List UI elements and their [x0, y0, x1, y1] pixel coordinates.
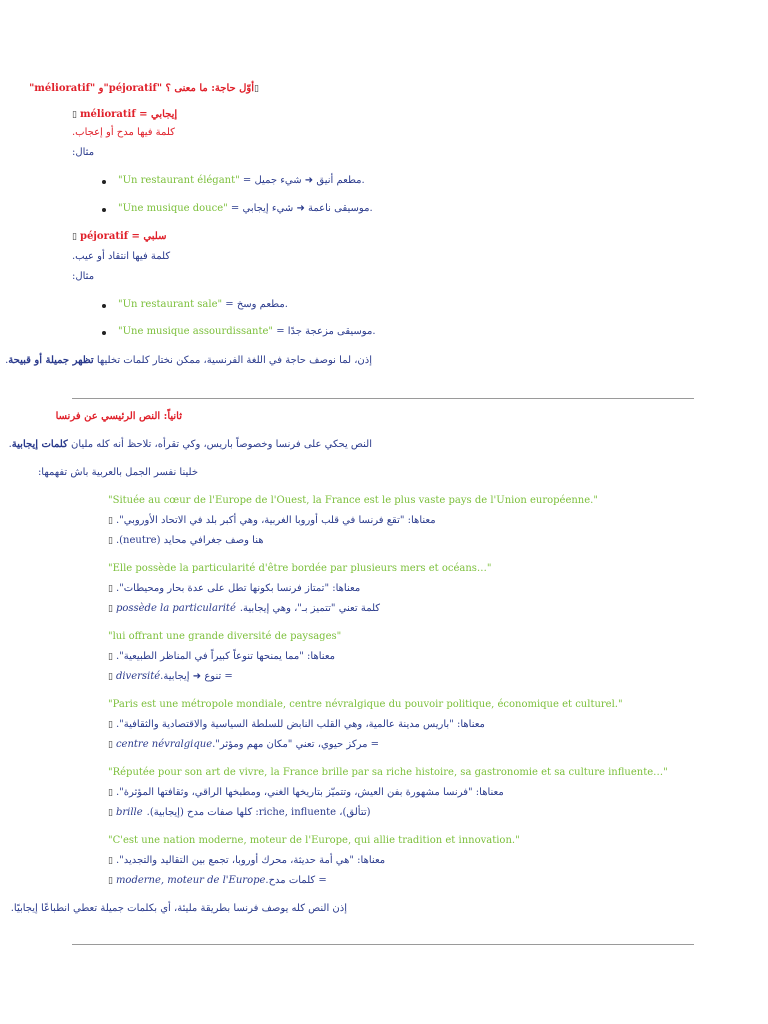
pejorative-definition: كلمة فيها انتقاد أو عيب. [72, 251, 171, 262]
pejorative-example-1 [118, 298, 288, 312]
pejorative-term: péjoratif [79, 231, 129, 242]
square-glyph: ▯ [108, 672, 113, 682]
example-french: "Une musique douce" [118, 203, 228, 214]
bullet [102, 180, 106, 184]
item-text: = تنوع ➜ إيجابية. [160, 671, 236, 682]
meliorative-definition: كلمة فيها مدح أو إعجاب. [72, 127, 175, 138]
bottom-divider [72, 944, 694, 945]
section2-intro-end: . [8, 439, 12, 450]
item-text: معناها: "باريس مدينة عالمية، وهي القلب النابض للسلطة السياسية والاقتصادية والثقافية". [115, 719, 485, 730]
square-glyph: ▯ [108, 808, 113, 818]
conclusion-end: . [5, 355, 9, 366]
item-line [108, 670, 236, 684]
square-glyph: ▯ [72, 232, 77, 242]
meliorative-heading [72, 108, 177, 122]
square-glyph: ▯ [254, 84, 259, 94]
item-line [108, 786, 504, 800]
square-glyph: ▯ [108, 584, 113, 594]
pejorative-example-2 [118, 325, 376, 339]
section2-closing: إذن النص كله يوصف فرنسا بطريقة مليئة، أي بكلمات جميلة تعطي انطباعًا إيجابيًا. [10, 903, 347, 914]
item-text: معناها: "تمتاز فرنسا بكونها تطل على عدة بحار ومحيطات". [115, 583, 361, 594]
bullet [102, 304, 106, 308]
item-text: = كلمات مدح. [265, 875, 330, 886]
square-glyph: ▯ [108, 876, 113, 886]
item-line [108, 718, 485, 732]
meliorative-example-1 [118, 174, 365, 188]
example-arabic: = مطعم أنيق ➜ شيء جميل. [239, 175, 365, 186]
item-line [108, 854, 385, 868]
square-glyph: ▯ [108, 604, 113, 614]
item-italic-term: centre névralgique [115, 739, 213, 750]
item-line [108, 738, 382, 752]
meliorative-meaning: إيجابي [150, 109, 178, 120]
square-glyph: ▯ [108, 788, 113, 798]
item-text: كلمة تعني "تتميز بـ"، وهي إيجابية. [239, 603, 381, 614]
pejorative-eq: = [128, 231, 144, 242]
item-text: معناها: "هي أمة حديثة، محرك أوروبا، تجمع بين التقاليد والتجديد". [115, 855, 386, 866]
item-quote: "Réputée pour son art de vivre, la France brille par sa riche histoire, sa gastronomie et sa culture influente…" [108, 767, 668, 778]
square-glyph: ▯ [108, 720, 113, 730]
square-glyph: ▯ [72, 110, 77, 120]
item-line [108, 650, 335, 664]
pejorative-heading [72, 230, 166, 244]
item-italic-term: diversité [115, 671, 161, 682]
example-arabic: = موسيقى مزعجة جدًا. [273, 326, 376, 337]
meliorative-example-label: مثال: [72, 147, 95, 158]
item-italic-term: brille [115, 807, 143, 818]
example-arabic: = موسيقى ناعمة ➜ شيء إيجابي. [227, 203, 373, 214]
question-terms: "mélioratif" و"péjoratif" ؟ [29, 83, 171, 94]
item-text: معناها: "تقع فرنسا في قلب أوروبا الغربية، وهي أكبر بلد في الاتحاد الأوروبي". [115, 515, 436, 526]
meliorative-term: mélioratif [79, 109, 136, 120]
bullet [102, 331, 106, 335]
item-quote: "Située au cœur de l'Europe de l'Ouest, la France est le plus vaste pays de l'Union européenne." [108, 495, 598, 506]
item-text: معناها: "فرنسا مشهورة بفن العيش، وتتميّز بتاريخها الغني، ومطبخها الراقي، وثقافتها المؤثرة". [115, 787, 504, 798]
item-text: (تتألق)، riche, influente: كلها صفات مدح (إيجابية). [146, 807, 371, 818]
square-glyph: ▯ [108, 856, 113, 866]
example-french: "Une musique assourdissante" [118, 326, 274, 337]
item-quote: "Elle possède la particularité d'être bordée par plusieurs mers et océans…" [108, 563, 492, 574]
item-line [108, 514, 436, 528]
question-prefix: أوّل حاجة: ما معنى [170, 83, 255, 94]
pejorative-example-label: مثال: [72, 271, 95, 282]
meliorative-eq: = [135, 109, 151, 120]
section-divider [72, 398, 694, 399]
square-glyph: ▯ [108, 536, 113, 546]
square-glyph: ▯ [108, 652, 113, 662]
item-line [108, 534, 264, 548]
section2-intro-plain: النص يحكي على فرنسا وخصوصاً باريس، وكي تقرأه، تلاحظ أنه كله مليان [67, 439, 372, 450]
item-text: معناها: "مما يمنحها تنوعاً كبيراً في المناظر الطبيعية". [115, 651, 335, 662]
item-text: هنا وصف جغرافي محايد (neutre). [115, 535, 264, 546]
example-french: "Un restaurant élégant" [118, 175, 240, 186]
item-line [108, 602, 380, 616]
section2-lead: خلينا نفسر الجمل بالعربية باش تفهمها: [37, 467, 198, 478]
intro-conclusion [5, 354, 372, 368]
example-french: "Un restaurant sale" [118, 299, 223, 310]
meliorative-example-2 [118, 202, 373, 216]
section2-intro-bold: كلمات إيجابية [11, 439, 68, 450]
item-line [108, 806, 371, 820]
question-heading [29, 82, 262, 96]
pejorative-meaning: سلبي [143, 231, 167, 242]
item-line [108, 582, 360, 596]
conclusion-bold: تظهر جميلة أو قبيحة [8, 355, 94, 366]
item-text: = مركز حيوي، تعني "مكان مهم ومؤثر". [212, 739, 383, 750]
item-italic-term: possède la particularité [115, 603, 236, 614]
square-glyph: ▯ [108, 740, 113, 750]
square-glyph: ▯ [108, 516, 113, 526]
example-arabic: = مطعم وسخ. [222, 299, 288, 310]
item-italic-term: moderne, moteur de l'Europe [115, 875, 266, 886]
section2-intro [8, 438, 372, 452]
item-quote: "lui offrant une grande diversité de paysages" [108, 631, 342, 642]
item-quote: "C'est une nation moderne, moteur de l'Europe, qui allie tradition et innovation." [108, 835, 520, 846]
bullet [102, 208, 106, 212]
item-line [108, 874, 330, 888]
section2-title: ثانياً: النص الرئيسي عن فرنسا [55, 411, 182, 422]
conclusion-plain: إذن، لما نوصف حاجة في اللغة الفرنسية، ممكن نختار كلمات تخليها [93, 355, 372, 366]
item-quote: "Paris est une métropole mondiale, centre névralgique du pouvoir politique, économique et culturel." [108, 699, 623, 710]
